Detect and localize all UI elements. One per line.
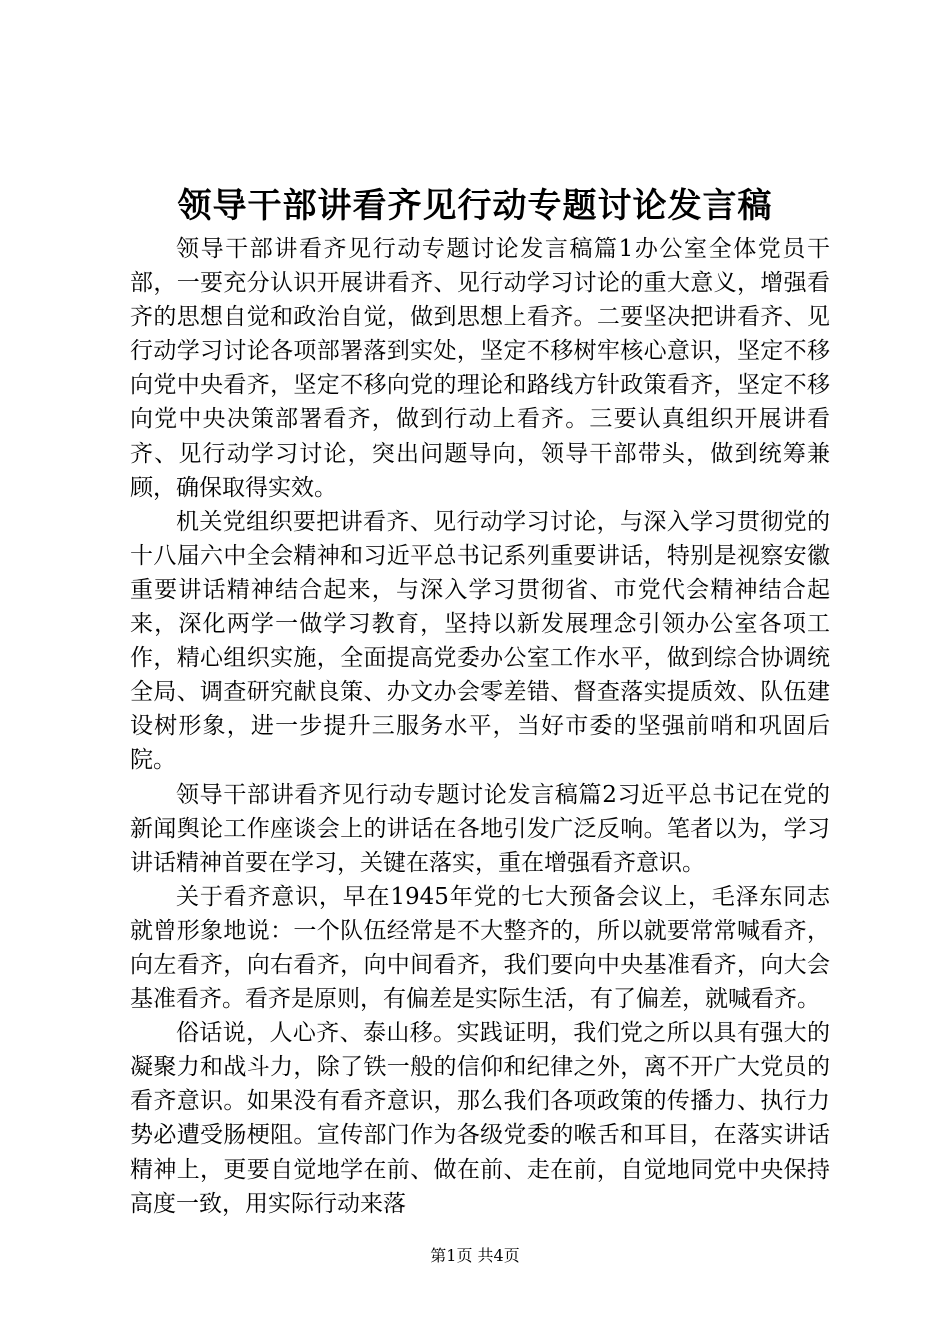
paragraph-4: 关于看齐意识，早在1945年党的七大预备会议上，毛泽东同志就曾形象地说：一个队伍经常是不大整齐的，所以就要常常喊看齐，向左看齐，向右看齐，向中间看齐，我们要向中央基准看齐，向大会基准看齐。看齐是原则，有偏差是实际生活，有了偏差，就喊看齐。 (130, 883, 830, 1013)
document-body (130, 232, 830, 1221)
paragraph-3: 领导干部讲看齐见行动专题讨论发言稿篇2习近平总书记在党的新闻舆论工作座谈会上的讲话在各地引发广泛反响。笔者以为，学习讲话精神首要在学习，关键在落实，重在增强看齐意识。 (130, 781, 830, 876)
paragraph-1: 领导干部讲看齐见行动专题讨论发言稿篇1办公室全体党员干部，一要充分认识开展讲看齐、见行动学习讨论的重大意义，增强看齐的思想自觉和政治自觉，做到思想上看齐。二要坚决把讲看齐、见行动学习讨论各项部署落到实处，坚定不移树牢核心意识，坚定不移向党中央看齐，坚定不移向党的理论和路线方针政策看齐，坚定不移向党中央决策部署看齐，做到行动上看齐。三要认真组织开展讲看齐、见行动学习讨论，突出问题导向，领导干部带头，做到统筹兼顾，确保取得实效。 (130, 236, 830, 501)
page-number-footer: 第1页 共4页 (430, 1246, 520, 1265)
paragraph-2: 机关党组织要把讲看齐、见行动学习讨论，与深入学习贯彻党的十八届六中全会精神和习近平总书记系列重要讲话，特别是视察安徽重要讲话精神结合起来，与深入学习贯彻省、市党代会精神结合起来，深化两学一做学习教育，坚持以新发展理念引领办公室各项工作，精心组织实施，全面提高党委办公室工作水平，做到综合协调统全局、调查研究献良策、办文办会零差错、督查落实提质效、队伍建设树形象，进一步提升三服务水平，当好市委的坚强前哨和巩固后院。 (130, 508, 830, 774)
document-title: 领导干部讲看齐见行动专题讨论发言稿 (177, 186, 773, 226)
paragraph-5: 俗话说，人心齐、泰山移。实践证明，我们党之所以具有强大的凝聚力和战斗力，除了铁一般的信仰和纪律之外，离不开广大党员的看齐意识。如果没有看齐意识，那么我们各项政策的传播力、执行力势必遭受肠梗阻。宣传部门作为各级党委的喉舌和耳目，在落实讲话精神上，更要自觉地学在前、做在前、走在前，自觉地同党中央保持高度一致，用实际行动来落 (130, 1020, 830, 1217)
